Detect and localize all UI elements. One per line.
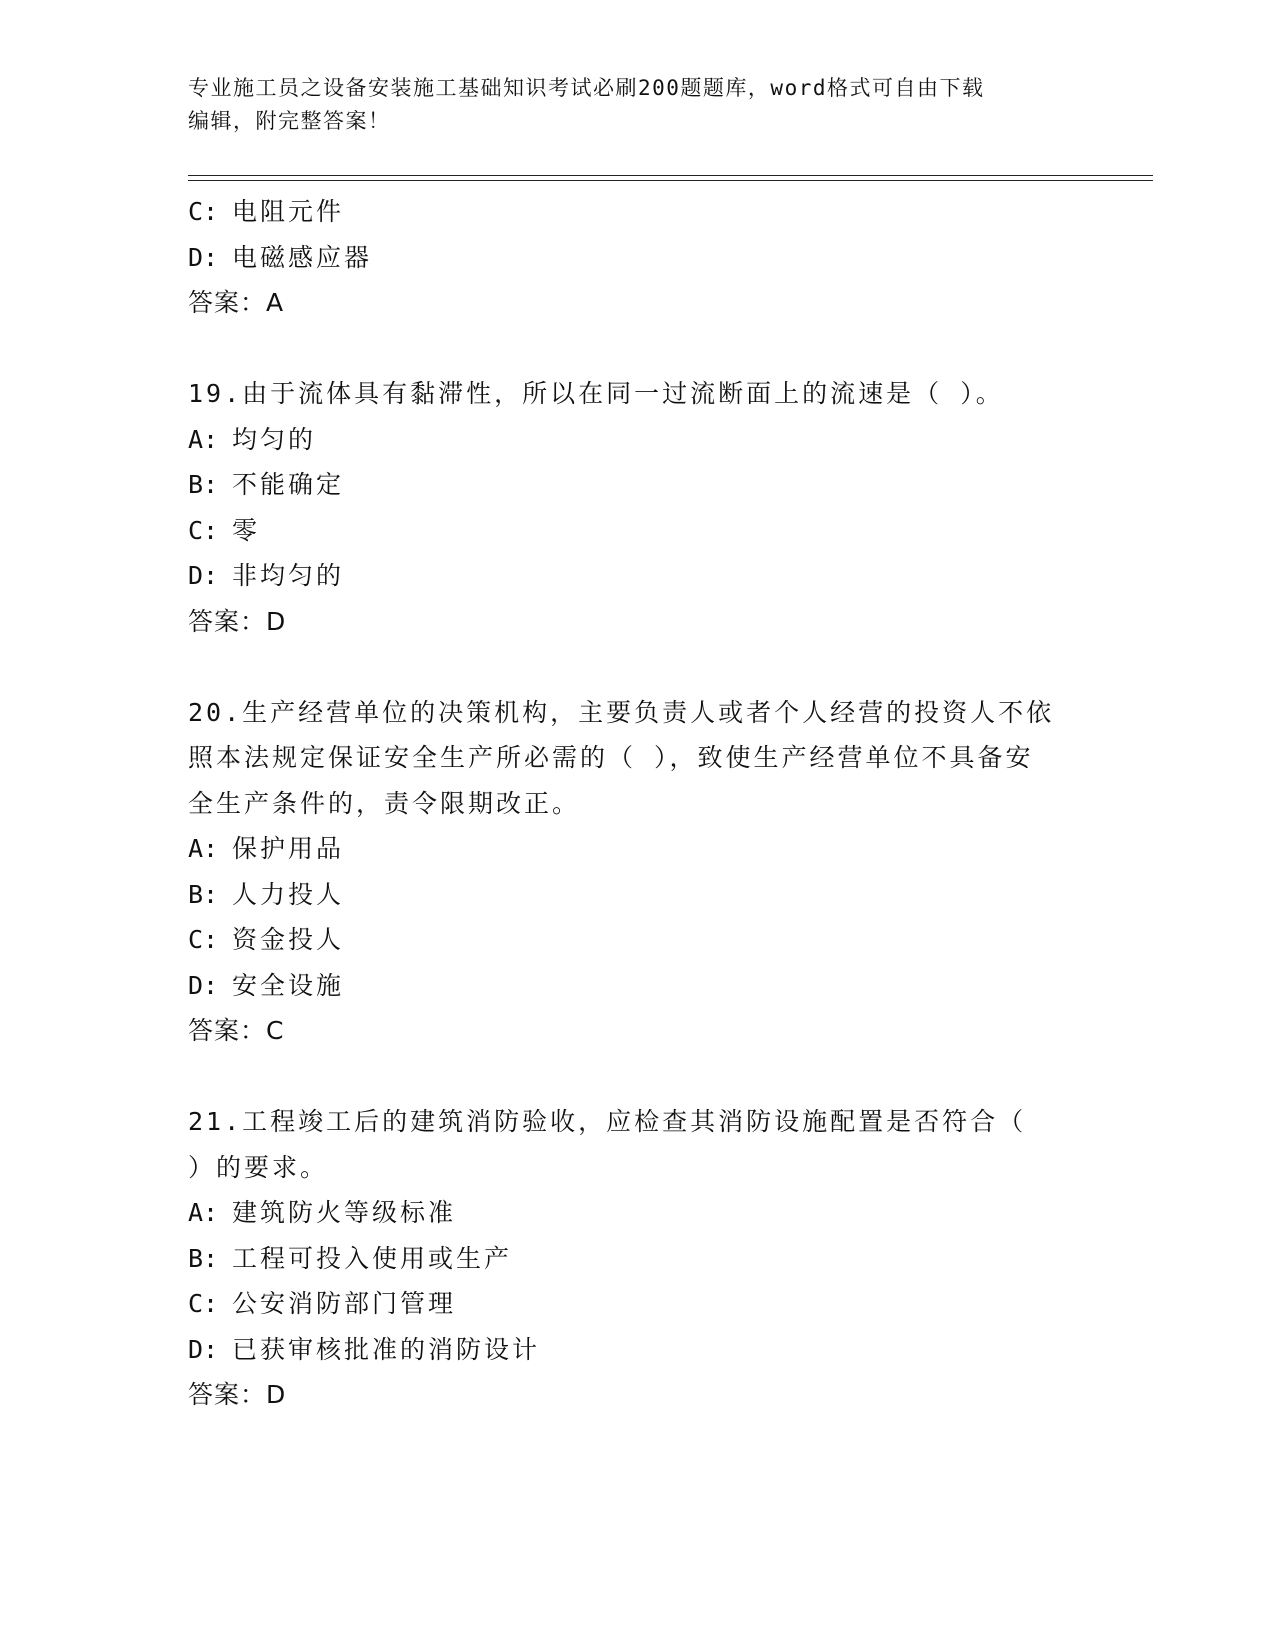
option-label: A: — [188, 1198, 219, 1227]
option-label: C: — [188, 1289, 219, 1318]
question-text-line-3: 全生产条件的，责令限期改正。 — [188, 788, 581, 818]
option-text: 建筑防火等级标准 — [232, 1198, 457, 1227]
option-label: C: — [188, 925, 219, 954]
question-text-line-1: 20.生产经营单位的决策机构，主要负责人或者个人经营的投资人不依 — [188, 697, 1055, 727]
option-label: D: — [188, 970, 219, 1000]
option-label: A: — [188, 424, 219, 454]
option-text: 人力投人 — [232, 879, 345, 909]
page-header — [188, 72, 1068, 138]
option-label: C: — [188, 197, 219, 226]
option-text: 不能确定 — [232, 470, 345, 499]
option-label: B: — [188, 879, 219, 909]
option-c — [188, 1281, 1088, 1327]
spacer — [188, 1054, 1088, 1100]
answer-line: 答案：D — [188, 1380, 287, 1409]
option-text: 零 — [232, 515, 261, 545]
option-label: D: — [188, 561, 219, 590]
option-b — [188, 1236, 1088, 1282]
question-text: 19.由于流体具有黏滞性，所以在同一过流断面上的流速是（ ）。 — [188, 379, 1004, 408]
option-a — [188, 826, 1088, 872]
option-b — [188, 872, 1088, 918]
header-title-line-1: 专业施工员之设备安装施工基础知识考试必刷200题题库，word格式可自由下载 — [188, 76, 985, 100]
option-text: 均匀的 — [232, 424, 317, 454]
option-b — [188, 462, 1088, 508]
question-text-line-1: 21.工程竣工后的建筑消防验收，应检查其消防设施配置是否符合（ — [188, 1107, 1027, 1136]
option-label: A: — [188, 834, 219, 863]
header-divider — [188, 175, 1153, 181]
question-21 — [188, 1099, 1088, 1418]
option-label: C: — [188, 515, 219, 545]
question-18-continued — [188, 189, 1088, 326]
question-20 — [188, 690, 1088, 1054]
option-c — [188, 189, 1088, 235]
option-d — [188, 1327, 1088, 1373]
option-text: 保护用品 — [232, 834, 345, 863]
option-text: 公安消防部门管理 — [232, 1289, 457, 1318]
option-text: 已获审核批准的消防设计 — [232, 1334, 541, 1364]
question-text-line-2: 照本法规定保证安全生产所必需的（ ），致使生产经营单位不具备安 — [188, 743, 1034, 772]
header-title-line-2: 编辑，附完整答案！ — [188, 109, 391, 133]
option-text: 电磁感应器 — [232, 242, 373, 272]
option-d — [188, 235, 1088, 281]
question-19 — [188, 371, 1088, 644]
option-d — [188, 553, 1088, 599]
option-c — [188, 917, 1088, 963]
answer-line: 答案：C — [188, 1016, 285, 1045]
spacer — [188, 326, 1088, 372]
option-text: 电阻元件 — [232, 197, 345, 226]
option-text: 资金投人 — [232, 925, 345, 954]
spacer — [188, 644, 1088, 690]
answer-line: 答案：D — [188, 606, 287, 636]
option-label: B: — [188, 1243, 219, 1273]
option-label: D: — [188, 242, 219, 272]
option-label: D: — [188, 1334, 219, 1364]
option-c — [188, 508, 1088, 554]
option-a — [188, 417, 1088, 463]
option-text: 工程可投入使用或生产 — [232, 1243, 513, 1273]
option-d — [188, 963, 1088, 1009]
option-a — [188, 1190, 1088, 1236]
option-label: B: — [188, 470, 219, 499]
answer-line: 答案：A — [188, 288, 285, 317]
question-text-line-2: ）的要求。 — [188, 1152, 329, 1182]
option-text: 非均匀的 — [232, 561, 345, 590]
option-text: 安全设施 — [232, 970, 345, 1000]
question-list — [188, 189, 1088, 1418]
